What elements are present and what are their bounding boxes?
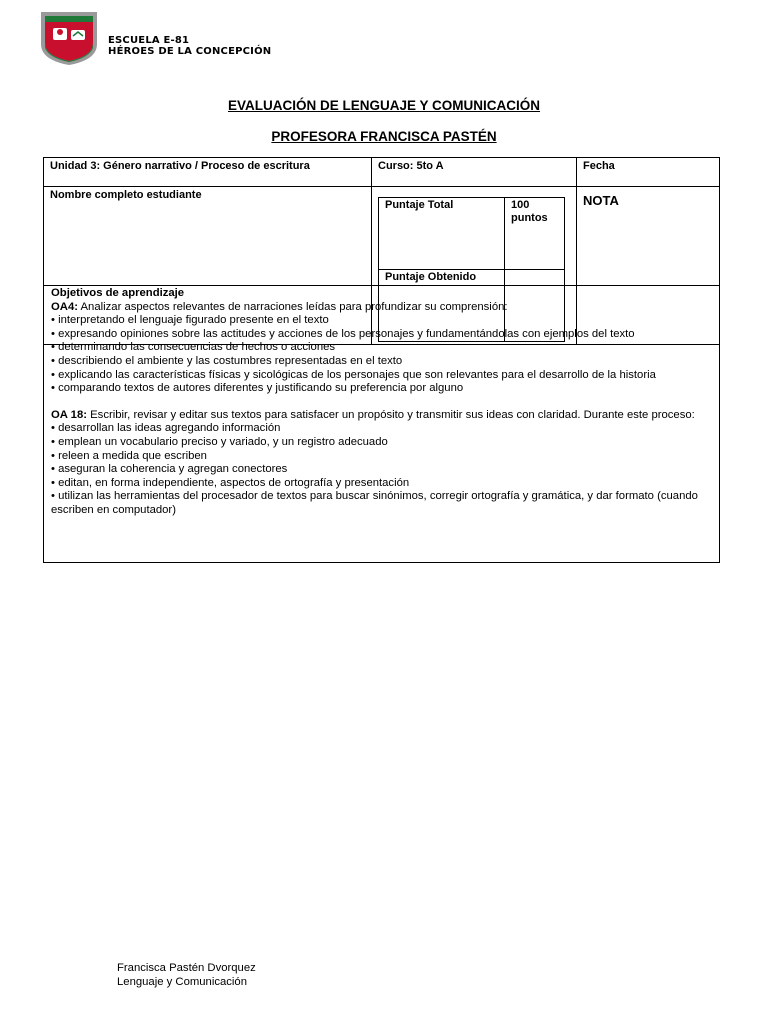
footer-subject: Lenguaje y Comunicación (117, 976, 247, 988)
list-item: • desarrollan las ideas agregando información (51, 422, 281, 435)
footer (117, 961, 256, 989)
footer-name: Francisca Pastén Dvorquez (117, 962, 256, 974)
oa4-paragraph (51, 301, 712, 315)
list-item: • emplean un vocabulario preciso y variado, y un registro adecuado (51, 435, 388, 448)
shield-logo-icon (39, 10, 99, 66)
teacher-title: PROFESORA FRANCISCA PASTÉN (271, 129, 497, 144)
learning-objectives-box (43, 285, 720, 563)
oa18-code: OA 18: (51, 408, 87, 421)
list-item: • comparando textos de autores diferentes y justificando su preferencia por alguno (51, 382, 464, 395)
school-name-line2: HÉROES DE LA CONCEPCIÓN (108, 46, 272, 57)
list-item: • interpretando el lenguaje figurado presente en el texto (51, 314, 329, 327)
school-name (108, 35, 271, 57)
list-item: • editan, en forma independiente, aspectos de ortografía y presentación (51, 476, 410, 489)
list-item: • utilizan las herramientas del procesador de textos para buscar sinónimos, corregir ortografía y gramática, y dar formato (cuando escriben en computador) (51, 490, 698, 516)
school-logo (39, 10, 99, 66)
list-item: • determinando las consecuencias de hechos o acciones (51, 341, 336, 354)
spacer (51, 396, 712, 409)
school-name-line1: ESCUELA E-81 (108, 35, 190, 46)
total-score-value: 100 puntos (505, 198, 565, 270)
oa4-code: OA4: (51, 300, 78, 313)
course-cell: Curso: 5to A (372, 158, 577, 187)
oa18-paragraph (51, 409, 712, 423)
objectives-heading: Objetivos de aprendizaje (51, 287, 185, 299)
oa18-text: Escribir, revisar y editar sus textos para satisfacer un propósito y transmitir sus ideas con claridad. Durante este proceso: (87, 408, 695, 421)
student-name-cell[interactable]: Nombre completo estudiante (44, 187, 372, 345)
list-item: • expresando opiniones sobre las actitudes y acciones de los personajes y fundamentándolas con ejemplos del texto (51, 327, 635, 340)
total-score-label: Puntaje Total (379, 198, 505, 270)
list-item: • aseguran la coherencia y agregan conectores (51, 463, 288, 476)
obtained-score-label: Puntaje Obtenido (379, 270, 505, 342)
grade-label: NOTA (583, 193, 619, 208)
unit-cell: Unidad 3: Género narrativo / Proceso de escritura (44, 158, 372, 187)
date-cell[interactable]: Fecha (577, 158, 720, 187)
list-item: • describiendo el ambiente y las costumbres representadas en el texto (51, 354, 403, 367)
list-item: • explicando las características físicas y sicológicas de los personajes que son relevantes para el desarrollo de la historia (51, 368, 656, 381)
oa4-text: Analizar aspectos relevantes de narraciones leídas para profundizar su comprensión: (78, 300, 508, 313)
list-item: • releen a medida que escriben (51, 449, 207, 462)
exam-title: EVALUACIÓN DE LENGUAJE Y COMUNICACIÓN (227, 98, 541, 113)
